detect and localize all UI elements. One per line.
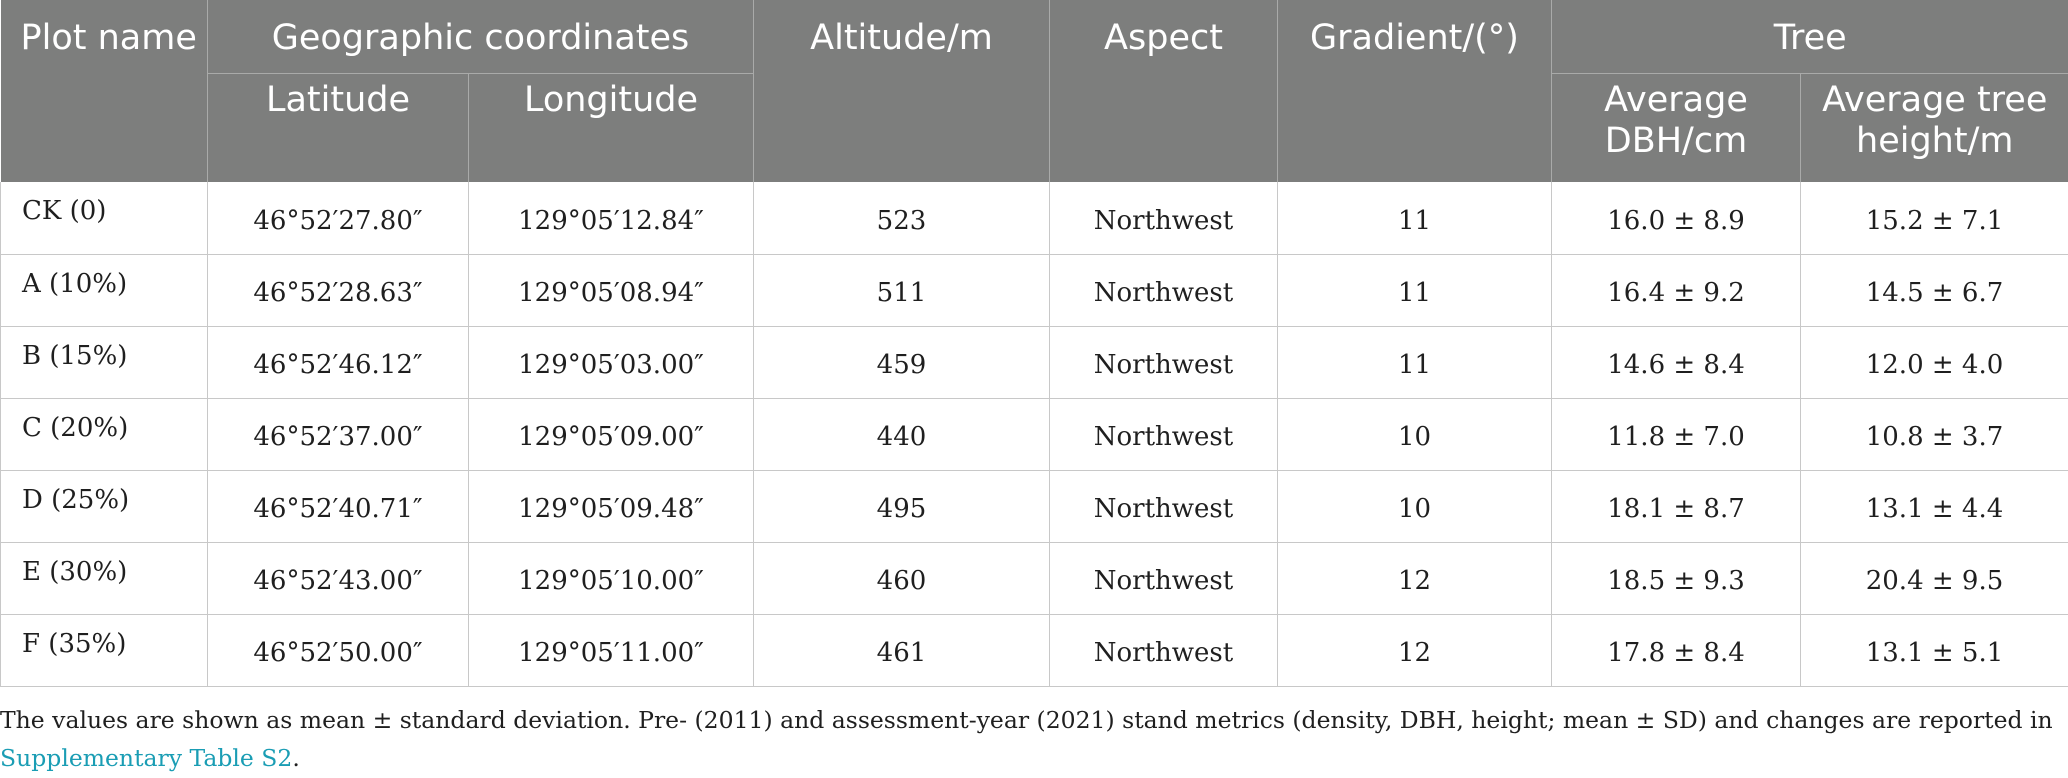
cell-average-dbh: 11.8 ± 7.0 — [1552, 398, 1801, 470]
cell-altitude: 440 — [754, 398, 1050, 470]
cell-aspect: Northwest — [1050, 614, 1278, 686]
cell-longitude: 129°05′09.48″ — [469, 470, 754, 542]
cell-latitude: 46°52′50.00″ — [208, 614, 469, 686]
cell-latitude: 46°52′46.12″ — [208, 326, 469, 398]
header-average-dbh: Average DBH/cm — [1552, 73, 1801, 182]
cell-latitude: 46°52′43.00″ — [208, 542, 469, 614]
cell-longitude: 129°05′09.00″ — [469, 398, 754, 470]
cell-aspect: Northwest — [1050, 398, 1278, 470]
cell-gradient: 10 — [1278, 398, 1552, 470]
cell-latitude: 46°52′28.63″ — [208, 254, 469, 326]
cell-longitude: 129°05′10.00″ — [469, 542, 754, 614]
table-footnote — [0, 701, 2060, 777]
table-row — [1, 326, 2068, 398]
cell-average-height: 10.8 ± 3.7 — [1801, 398, 2068, 470]
cell-altitude: 495 — [754, 470, 1050, 542]
table-header — [1, 0, 2068, 182]
table-row — [1, 542, 2068, 614]
cell-altitude: 523 — [754, 182, 1050, 254]
cell-aspect: Northwest — [1050, 182, 1278, 254]
cell-aspect: Northwest — [1050, 542, 1278, 614]
header-geographic-coordinates: Geographic coordinates — [208, 0, 754, 73]
cell-plot-name: D (25%) — [1, 470, 208, 542]
header-aspect: Aspect — [1050, 0, 1278, 182]
cell-average-dbh: 18.1 ± 8.7 — [1552, 470, 1801, 542]
cell-average-height: 13.1 ± 4.4 — [1801, 470, 2068, 542]
cell-altitude: 511 — [754, 254, 1050, 326]
cell-longitude: 129°05′08.94″ — [469, 254, 754, 326]
header-row-top — [1, 0, 2068, 73]
cell-aspect: Northwest — [1050, 470, 1278, 542]
cell-plot-name: E (30%) — [1, 542, 208, 614]
cell-average-height: 12.0 ± 4.0 — [1801, 326, 2068, 398]
cell-average-height: 15.2 ± 7.1 — [1801, 182, 2068, 254]
cell-gradient: 11 — [1278, 182, 1552, 254]
footnote-period: . — [292, 744, 300, 772]
header-plot-name: Plot name — [1, 0, 208, 182]
cell-average-dbh: 16.4 ± 9.2 — [1552, 254, 1801, 326]
header-longitude: Longitude — [469, 73, 754, 182]
cell-gradient: 12 — [1278, 614, 1552, 686]
cell-plot-name: F (35%) — [1, 614, 208, 686]
supplementary-table-link[interactable]: Supplementary Table S2 — [0, 744, 293, 772]
header-tree: Tree — [1552, 0, 2068, 73]
cell-plot-name: A (10%) — [1, 254, 208, 326]
cell-longitude: 129°05′12.84″ — [469, 182, 754, 254]
header-altitude: Altitude/m — [754, 0, 1050, 182]
header-latitude: Latitude — [208, 73, 469, 182]
cell-plot-name: C (20%) — [1, 398, 208, 470]
footnote-text: The values are shown as mean ± standard deviation. Pre- (2011) and assessment-year (2021) stand metrics (density, DBH, height; mean ± SD) and changes are reported in — [0, 706, 2053, 734]
cell-altitude: 460 — [754, 542, 1050, 614]
header-gradient: Gradient/(°) — [1278, 0, 1552, 182]
cell-longitude: 129°05′11.00″ — [469, 614, 754, 686]
cell-gradient: 10 — [1278, 470, 1552, 542]
cell-average-dbh: 17.8 ± 8.4 — [1552, 614, 1801, 686]
table-row — [1, 254, 2068, 326]
cell-latitude: 46°52′40.71″ — [208, 470, 469, 542]
table-row — [1, 470, 2068, 542]
cell-aspect: Northwest — [1050, 326, 1278, 398]
cell-average-dbh: 16.0 ± 8.9 — [1552, 182, 1801, 254]
table-row — [1, 182, 2068, 254]
cell-average-height: 20.4 ± 9.5 — [1801, 542, 2068, 614]
cell-average-height: 14.5 ± 6.7 — [1801, 254, 2068, 326]
cell-average-height: 13.1 ± 5.1 — [1801, 614, 2068, 686]
cell-altitude: 461 — [754, 614, 1050, 686]
footnote-line-2 — [0, 739, 2060, 777]
cell-plot-name: CK (0) — [1, 182, 208, 254]
cell-latitude: 46°52′27.80″ — [208, 182, 469, 254]
cell-average-dbh: 18.5 ± 9.3 — [1552, 542, 1801, 614]
cell-gradient: 12 — [1278, 542, 1552, 614]
table-body — [1, 182, 2068, 686]
cell-plot-name: B (15%) — [1, 326, 208, 398]
header-average-tree-height: Average tree height/m — [1801, 73, 2068, 182]
table-row — [1, 398, 2068, 470]
cell-altitude: 459 — [754, 326, 1050, 398]
cell-longitude: 129°05′03.00″ — [469, 326, 754, 398]
cell-gradient: 11 — [1278, 326, 1552, 398]
cell-average-dbh: 14.6 ± 8.4 — [1552, 326, 1801, 398]
cell-gradient: 11 — [1278, 254, 1552, 326]
table-row — [1, 614, 2068, 686]
cell-aspect: Northwest — [1050, 254, 1278, 326]
cell-latitude: 46°52′37.00″ — [208, 398, 469, 470]
